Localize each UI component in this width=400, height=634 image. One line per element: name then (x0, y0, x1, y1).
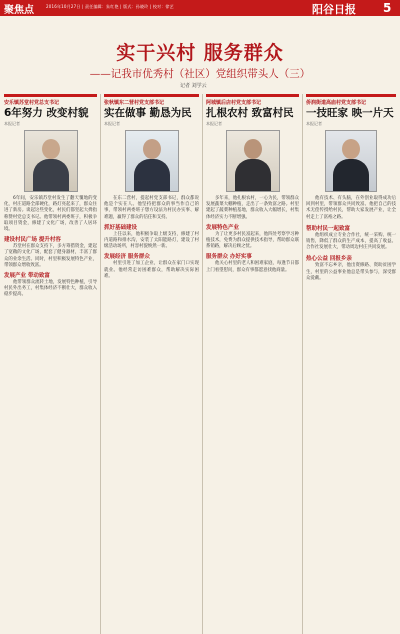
feature-headline: 实干兴村 服务群众 (116, 42, 284, 64)
column-rule (104, 94, 199, 97)
article-body: 上任以来，他积极争取上级支持，修建了村内道路和排水沟，安装了太阳能路灯，建设了村级活动场所，村容村貌焕然一新。 (104, 231, 199, 250)
article-title: 实在做事 勤恳为民 (104, 107, 192, 119)
article-photo (125, 130, 179, 192)
article-kicker: 阿城镇后店村党支部书记 (206, 100, 262, 106)
article-column-1 (4, 94, 97, 634)
portrait-body (33, 159, 69, 191)
article-kicker: 张秋镇东二营村党支部书记 (104, 100, 165, 106)
article-body: 村里引进了加工企业，让群众在家门口实现就业。他经常走访困难群众，帮助解决实际困难。 (104, 261, 199, 279)
article-byline: 本报记者 (4, 121, 20, 126)
page-number: 5 (383, 1, 392, 15)
article-title: 扎根农村 致富村民 (206, 107, 294, 119)
article-body: 他组织成立专业合作社，统一采购、统一销售，降低了群众的生产成本，提高了收益。合作社发展壮大，带动周边村庄共同发展。 (306, 232, 396, 251)
portrait-head (143, 139, 161, 159)
section-subhead: 热心公益 回报乡亲 (306, 256, 352, 263)
section-subhead: 帮助村民一起致富 (306, 225, 351, 232)
article-body: 在东二营村，提起村党支部书记，群众都说他是个实在人。他坚持把群众的事当作自己的事，带领村两委班子想方设法为村民办实事、解难题，赢得了群众的信任和支持。 (104, 196, 199, 220)
article-body: 苏堂村在群众支持下，多方筹措资金，建起了宽敞的文化广场，配套了健身器材，丰富了群众的业余生活。同时，村里积极发展特色产业，带领群众增收致富。 (4, 244, 97, 268)
portrait-body (134, 159, 170, 191)
article-byline: 本报记者 (104, 121, 120, 126)
article-body: 他有技术、有头脑，在外创业取得成功后回到村里，带领群众共同致富。他把自己的技术无偿传授给村民，帮助大家发展产业，让全村走上了富裕之路。 (306, 196, 396, 220)
article-photo (226, 130, 280, 192)
column-rule (4, 94, 97, 97)
section-subhead: 发展经济 服务群众 (104, 254, 150, 261)
article-column-4 (306, 94, 396, 634)
paper-name: 阳谷日报 (312, 3, 356, 16)
masthead-bar (0, 0, 400, 16)
section-subhead: 建设村民广场 提升村容 (4, 237, 61, 244)
date-line: 2016年10月27日 | 责任编辑：朱红艳 | 版式：孙晓玲 | 校对：徐艺 (46, 4, 174, 9)
column-name: 聚焦点 (4, 5, 34, 16)
article-title: 6年努力 改变村貌 (4, 107, 89, 119)
article-title: 一技旺家 映一片天 (306, 107, 394, 119)
section-subhead: 服务群众 办好实事 (206, 254, 252, 261)
column-divider (100, 94, 101, 634)
section-subhead: 发展产业 带动致富 (4, 273, 50, 280)
portrait-head (342, 139, 360, 159)
article-byline: 本报记者 (206, 121, 222, 126)
article-byline: 本报记者 (306, 121, 322, 126)
article-kicker: 侨润街道高庙村党支部书记 (306, 100, 367, 106)
feature-subheadline: ——记我市优秀村（社区）党组织带头人（三） (89, 68, 311, 80)
article-body: 为了让更多村民富起来，他四处考察学习种植技术，免费为群众提供技术指导，帮助群众联系销路，解决后顾之忧。 (206, 231, 299, 250)
portrait-head (244, 139, 262, 159)
article-photo (24, 130, 78, 192)
section-subhead: 发展特色产业 (206, 224, 240, 231)
column-rule (306, 94, 396, 97)
article-body: 致富不忘乡亲，他出资修路、资助贫困学生，村里的公益事业他总是带头参与，深受群众爱戴。 (306, 263, 396, 281)
article-kicker: 安乐镇苏堂村党总支书记 (4, 100, 60, 106)
feature-reporter: 记者 刘学云 (180, 83, 207, 89)
column-divider (302, 94, 303, 634)
portrait-body (235, 159, 271, 191)
column-divider (202, 94, 203, 634)
portrait-head (42, 139, 60, 159)
article-column-3 (206, 94, 299, 634)
portrait-body (333, 159, 369, 191)
column-rule (206, 94, 299, 97)
article-column-2 (104, 94, 199, 634)
section-subhead: 抓好基础建设 (104, 224, 138, 231)
article-body: 多年来，他扎根农村，一心为民，带领群众发展蔬菜大棚种植，走出了一条致富之路。村里建起了蔬菜种植基地，群众收入大幅增长，村集体经济实力不断增强。 (206, 196, 299, 220)
article-body: 他带领群众流转土地，发展特色种植，引导村民外出务工，村集体经济不断壮大，群众收入稳步提高。 (4, 280, 97, 298)
article-photo (325, 130, 377, 192)
article-body: 6年间，安乐镇苏堂村发生了翻天覆地的变化，村庄道路全部硬化，路灯亮起来了，群众住进了新房。谈起这些变化，村民们都竖起大拇指称赞村党总支书记。他带领村两委班子，积极争取项目资金，修建了文化广场，改善了人居环境。 (4, 196, 97, 233)
article-body: 他关心村里的老人和困难家庭，每逢节日都上门看望慰问，群众有事都愿意找他商量。 (206, 261, 299, 273)
